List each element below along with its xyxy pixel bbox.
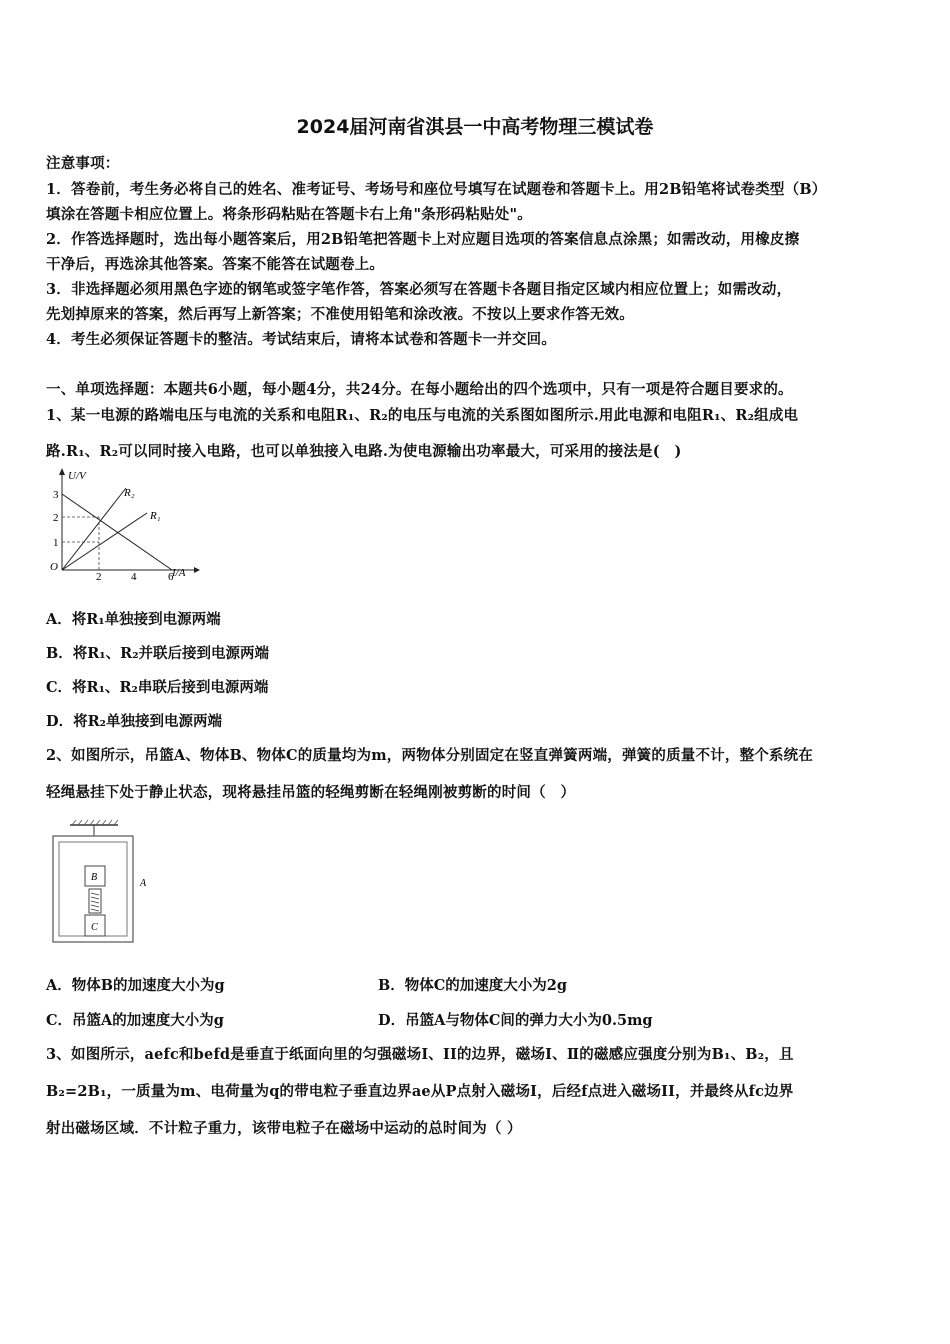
notice-line: 4．考生必须保证答题卡的整洁。考试结束后，请将本试卷和答题卡一并交回。 xyxy=(46,331,557,348)
x-tick-label: 2 xyxy=(96,571,102,583)
section-heading: 一、单项选择题：本题共6小题，每小题4分，共24分。在每小题给出的四个选项中，只有一项是符合题目要求的。 xyxy=(46,381,793,398)
q3-stem-line2: B₂=2B₁，一质量为m、电荷量为q的带电粒子垂直边界ae从P点射入磁场I，后经f点进入磁场II，并最终从fc边界 xyxy=(46,1083,794,1100)
q2-basket-figure xyxy=(48,816,158,948)
q1-option-a: A．将R₁单独接到电源两端 xyxy=(46,611,221,628)
q1-option-d: D．将R₂单独接到电源两端 xyxy=(46,713,222,730)
q1-ui-graph xyxy=(44,466,204,584)
r2-label: R₂ xyxy=(124,487,135,499)
x-tick-label: 4 xyxy=(131,571,137,583)
block-b-label: B xyxy=(91,872,98,883)
q2-stem-line1: 2、如图所示，吊篮A、物体B、物体C的质量均为m，两物体分别固定在竖直弹簧两端，弹簧的质量不计，整个系统在 xyxy=(46,747,814,764)
r1-line xyxy=(62,513,147,570)
q1-stem-line2: 路.R₁、R₂可以同时接入电路，也可以单独接入电路.为使电源输出功率最大，可采用的接法是( ) xyxy=(46,443,682,460)
y-axis-label: U/V xyxy=(68,470,86,482)
notice-line: 填涂在答题卡相应位置上。将条形码粘贴在答题卡右上角"条形码粘贴处"。 xyxy=(46,206,532,223)
origin-label: O xyxy=(50,561,58,573)
spring xyxy=(89,889,101,913)
y-tick-label: 1 xyxy=(53,537,59,549)
notice-heading: 注意事项： xyxy=(46,155,120,172)
y-tick-label: 3 xyxy=(53,489,59,501)
q3-stem-line1: 3、如图所示，aefc和befd是垂直于纸面向里的匀强磁场I、II的边界，磁场I、Ⅱ的磁感应强度分别为B₁、B₂，且 xyxy=(46,1046,794,1063)
q2-stem-line2: 轻绳悬挂下处于静止状态，现将悬挂吊篮的轻绳剪断在轻绳刚被剪断的时间（ ） xyxy=(46,784,576,801)
y-tick-label: 2 xyxy=(53,512,59,524)
q2-option-b: B．物体C的加速度大小为2g xyxy=(378,977,568,994)
notice-line: 1．答卷前，考生务必将自己的姓名、准考证号、考场号和座位号填写在试题卷和答题卡上。用2B铅笔将试卷类型（B） xyxy=(46,181,827,198)
x-axis-label: I/A xyxy=(172,567,186,579)
basket-label: A xyxy=(140,878,147,889)
q2-option-a: A．物体B的加速度大小为g xyxy=(46,977,225,994)
y-axis-arrow xyxy=(59,468,65,475)
block-c-label: C xyxy=(91,922,98,933)
r1-label: R₁ xyxy=(150,510,161,522)
q1-option-c: C．将R₁、R₂串联后接到电源两端 xyxy=(46,679,269,696)
notice-line: 3．非选择题必须用黑色字迹的钢笔或签字笔作答，答案必须写在答题卡各题目指定区域内相应位置上；如需改动， xyxy=(46,281,792,298)
page-title: 2024届河南省淇县一中高考物理三模试卷 xyxy=(296,116,654,138)
q2-option-d: D．吊篮A与物体C间的弹力大小为0.5mg xyxy=(378,1012,653,1029)
notice-line: 干净后，再选涂其他答案。答案不能答在试题卷上。 xyxy=(46,256,385,273)
notice-line: 先划掉原来的答案，然后再写上新答案；不准使用铅笔和涂改液。不按以上要求作答无效。 xyxy=(46,306,634,323)
notice-line: 2．作答选择题时，选出每小题答案后，用2B铅笔把答题卡上对应题目选项的答案信息点涂黑；如需改动，用橡皮擦 xyxy=(46,231,800,248)
q2-option-c: C．吊篮A的加速度大小为g xyxy=(46,1012,224,1029)
q1-stem-line1: 1、某一电源的路端电压与电流的关系和电阻R₁、R₂的电压与电流的关系图如图所示.用此电源和电阻R₁、R₂组成电 xyxy=(46,407,799,424)
x-axis-arrow xyxy=(194,567,200,573)
q1-option-b: B．将R₁、R₂并联后接到电源两端 xyxy=(46,645,270,662)
q3-stem-line3: 射出磁场区域．不计粒子重力，该带电粒子在磁场中运动的总时间为（ ） xyxy=(46,1120,522,1137)
x-tick-label: 6 xyxy=(168,571,174,583)
